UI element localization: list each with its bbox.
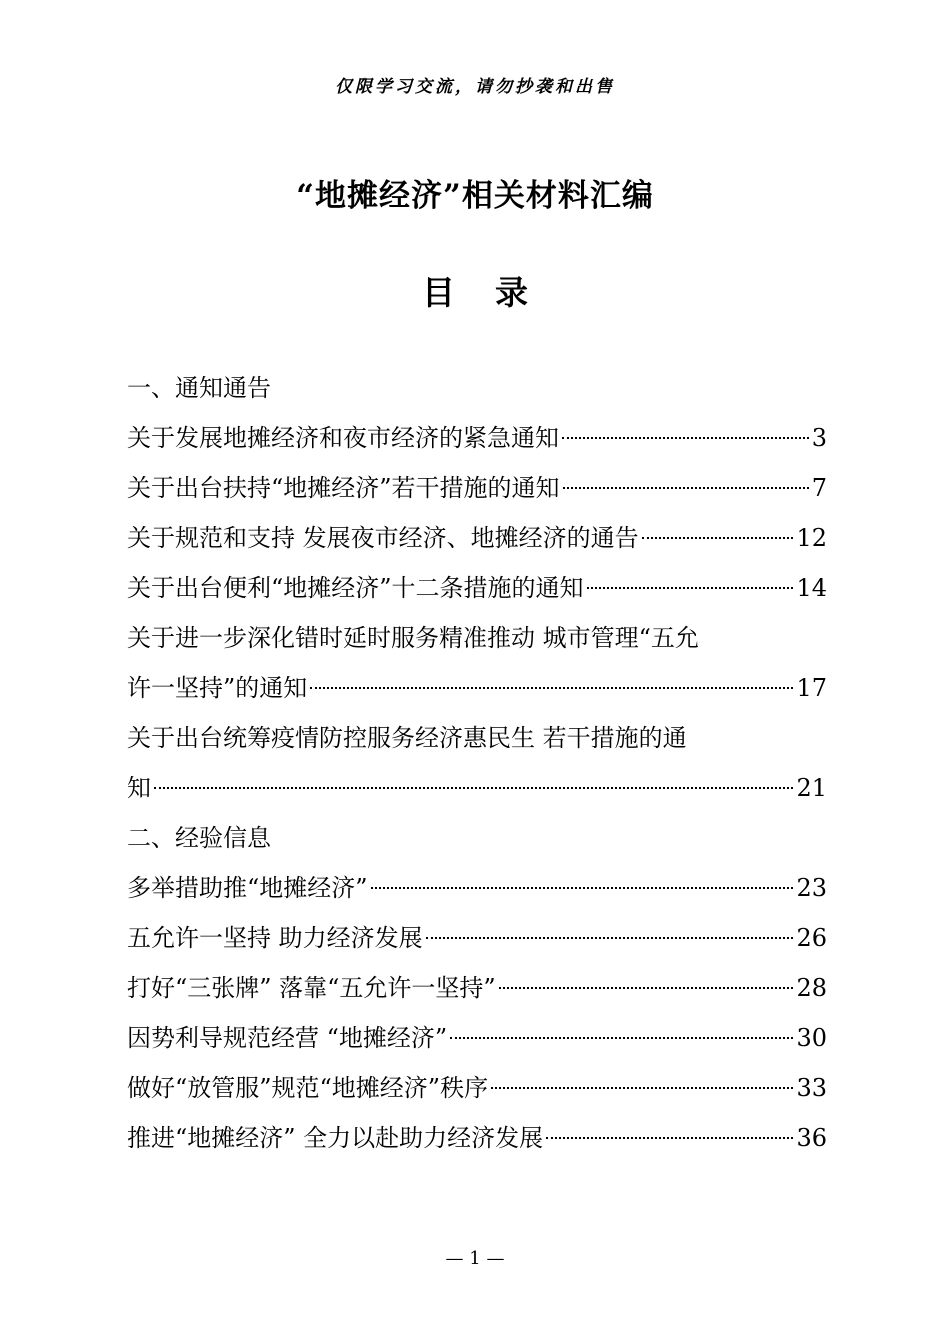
dot-leader <box>154 787 793 789</box>
toc-entry[interactable] <box>127 613 827 713</box>
dot-leader <box>450 1037 793 1039</box>
toc-entry-page: 28 <box>796 974 827 1002</box>
dot-leader <box>426 937 794 939</box>
toc-entry-title-line1: 关于进一步深化错时延时服务精准推动 城市管理“五允 <box>127 624 699 652</box>
toc-entry-title: 关于规范和支持 发展夜市经济、地摊经济的通告 <box>127 524 639 552</box>
toc-entry-page: 7 <box>811 474 827 502</box>
toc-entry-page: 14 <box>796 574 827 602</box>
toc-entry[interactable] <box>127 963 827 1013</box>
dot-leader <box>491 1087 793 1089</box>
toc-heading: 目录 <box>422 273 568 312</box>
toc-entry-title-line2: 许一坚持”的通知 <box>127 674 308 702</box>
toc-entry-title: 推进“地摊经济” 全力以赴助力经济发展 <box>127 1124 544 1152</box>
toc-entry-page: 33 <box>796 1074 827 1102</box>
dot-leader <box>562 437 809 439</box>
table-of-contents <box>127 363 827 1163</box>
page-number: — 1 — <box>445 1248 505 1269</box>
toc-section-heading: 二、经验信息 <box>127 824 271 852</box>
dot-leader <box>499 987 794 989</box>
toc-entry-page: 23 <box>796 874 827 902</box>
dot-leader <box>642 537 794 539</box>
toc-entry-title: 五允许一坚持 助力经济发展 <box>127 924 423 952</box>
toc-entry[interactable] <box>127 713 827 813</box>
dot-leader <box>371 887 794 889</box>
toc-entry[interactable] <box>127 863 827 913</box>
toc-entry-page: 12 <box>796 524 827 552</box>
toc-entry-title: 关于出台扶持“地摊经济”若干措施的通知 <box>127 474 560 502</box>
usage-notice: 仅限学习交流，请勿抄袭和出售 <box>335 77 615 97</box>
toc-entry[interactable] <box>127 513 827 563</box>
toc-entry-page: 30 <box>796 1024 827 1052</box>
toc-entry[interactable] <box>127 563 827 613</box>
toc-entry[interactable] <box>127 1113 827 1163</box>
toc-entry[interactable] <box>127 1063 827 1113</box>
toc-entry-title: 多举措助推“地摊经济” <box>127 874 368 902</box>
toc-entry[interactable] <box>127 463 827 513</box>
dot-leader <box>587 587 794 589</box>
toc-entry-page: 36 <box>796 1124 827 1152</box>
toc-section-heading: 一、通知通告 <box>127 374 271 402</box>
toc-entry-page: 21 <box>796 774 827 802</box>
toc-entry-title: 关于发展地摊经济和夜市经济的紧急通知 <box>127 424 559 452</box>
toc-entry-page: 3 <box>811 424 827 452</box>
toc-entry-page: 26 <box>796 924 827 952</box>
toc-entry[interactable] <box>127 1013 827 1063</box>
toc-entry[interactable] <box>127 413 827 463</box>
toc-entry-title: 做好“放管服”规范“地摊经济”秩序 <box>127 1074 489 1102</box>
dot-leader <box>563 487 809 489</box>
toc-entry-title: 打好“三张牌” 落靠“五允许一坚持” <box>127 974 496 1002</box>
document-title: “地摊经济”相关材料汇编 <box>296 178 654 214</box>
toc-entry-title-line2: 知 <box>127 774 151 802</box>
toc-entry-title: 关于出台便利“地摊经济”十二条措施的通知 <box>127 574 584 602</box>
toc-entry-page: 17 <box>796 674 827 702</box>
toc-entry[interactable] <box>127 913 827 963</box>
toc-entry-title: 因势利导规范经营 “地摊经济” <box>127 1024 448 1052</box>
dot-leader <box>546 1137 793 1139</box>
toc-entry-title-line1: 关于出台统筹疫情防控服务经济惠民生 若干措施的通 <box>127 724 687 752</box>
dot-leader <box>310 687 793 689</box>
